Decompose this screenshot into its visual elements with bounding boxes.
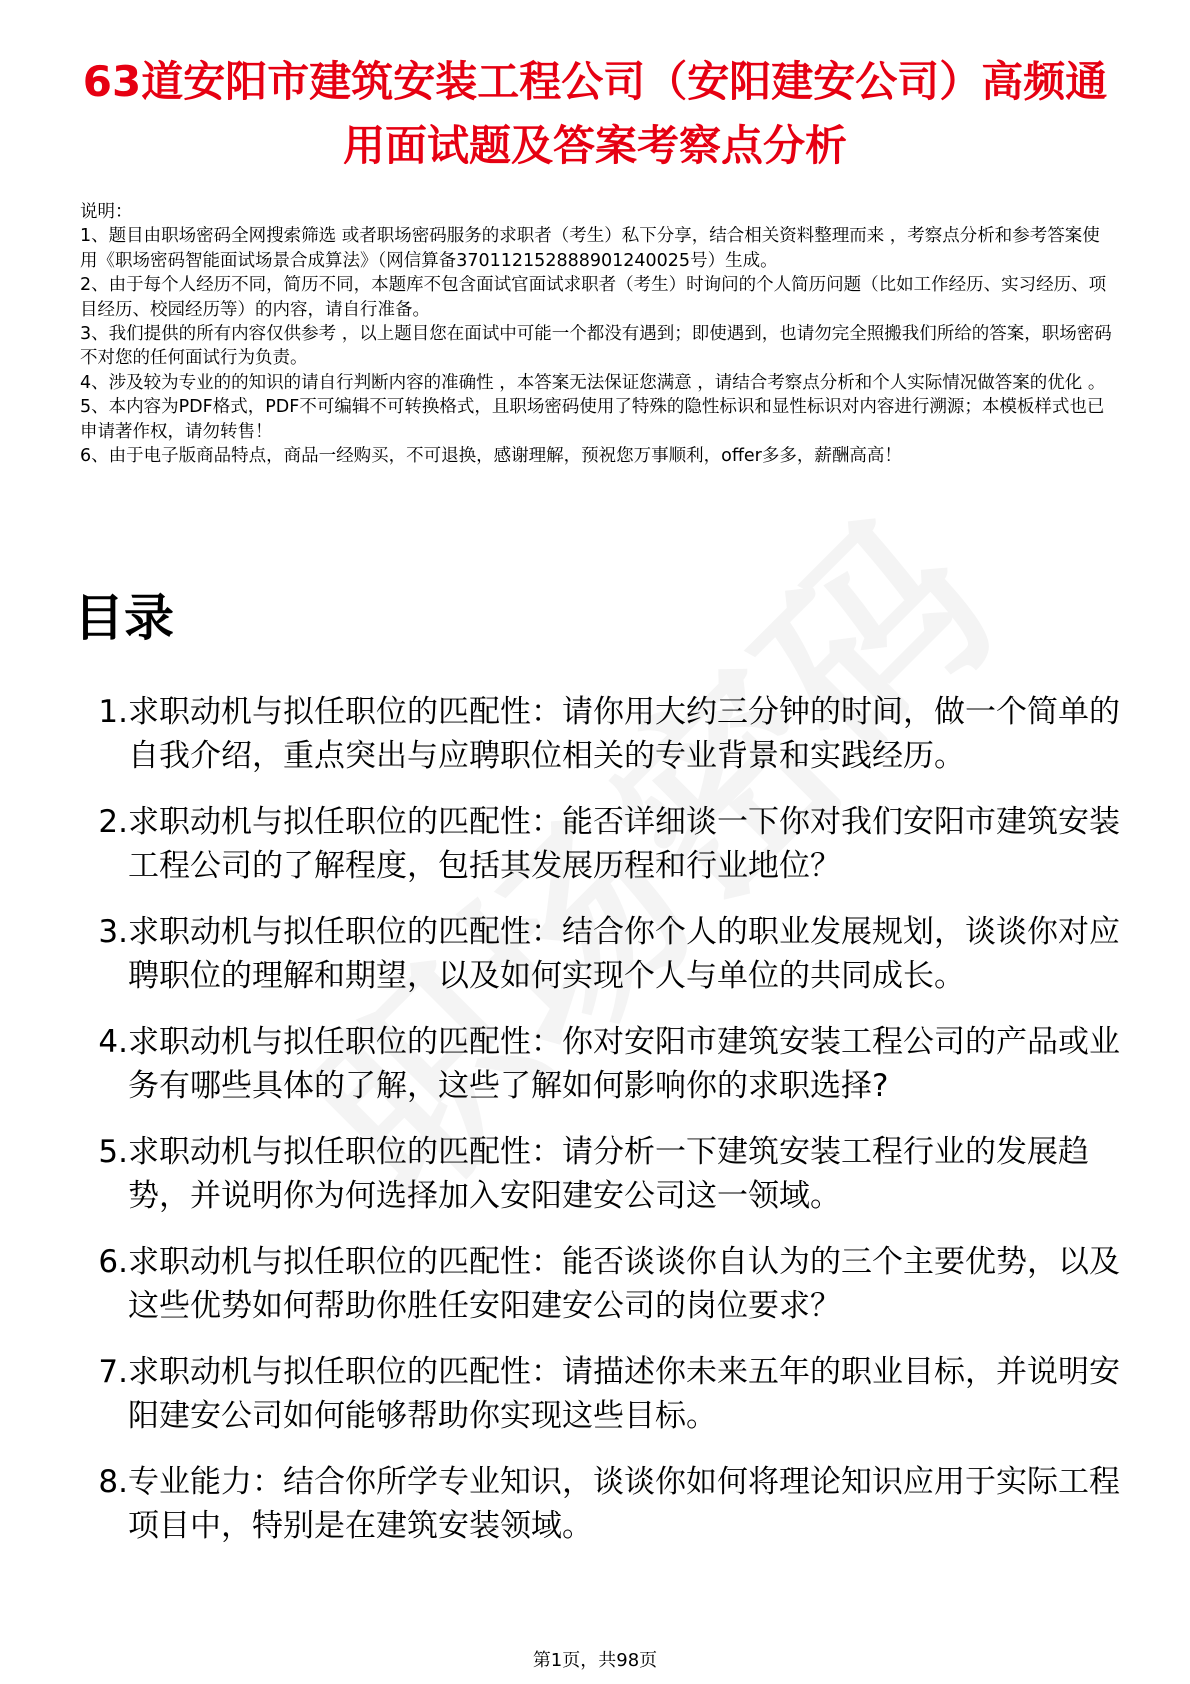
toc-item-number: 2.: [98, 804, 128, 840]
note-item: 6、由于电子版商品特点，商品一经购买，不可退换，感谢理解，预祝您万事顺利，offer多多，薪酬高高！: [80, 446, 902, 467]
toc-item[interactable]: [70, 690, 1120, 778]
toc-item[interactable]: [70, 1240, 1120, 1328]
toc-item[interactable]: [70, 1350, 1120, 1438]
toc-list: [70, 690, 1120, 1570]
toc-item-number: 4.: [98, 1024, 128, 1060]
toc-item-number: 7.: [98, 1354, 128, 1390]
toc-item-text: 求职动机与拟任职位的匹配性：结合你个人的职业发展规划，谈谈你对应聘职位的理解和期望，以及如何实现个人与单位的共同成长。: [128, 914, 1120, 994]
toc-item[interactable]: [70, 910, 1120, 998]
toc-item-number: 5.: [98, 1134, 128, 1170]
note-item: 4、涉及较为专业的的知识的请自行判断内容的准确性 ，本答案无法保证您满意 ，请结合考察点分析和个人实际情况做答案的优化 。: [80, 372, 1106, 393]
note-item: 3、我们提供的所有内容仅供参考 ，以上题目您在面试中可能一个都没有遇到；即使遇到，也请勿完全照搬我们所给的答案，职场密码不对您的任何面试行为负责。: [80, 324, 1112, 369]
notes-heading: 说明：: [80, 202, 133, 222]
toc-item-text: 求职动机与拟任职位的匹配性：请描述你未来五年的职业目标，并说明安阳建安公司如何能够帮助你实现这些目标。: [128, 1354, 1120, 1434]
page-footer: 第1页，共98页: [532, 1650, 658, 1671]
notes-section: [80, 200, 1115, 468]
note-item: 5、本内容为PDF格式，PDF不可编辑不可转换格式，且职场密码使用了特殊的隐性标识和显性标识对内容进行溯源；本模板样式也已申请著作权，请勿转售！: [80, 397, 1105, 442]
toc-item-text: 求职动机与拟任职位的匹配性：请你用大约三分钟的时间，做一个简单的自我介绍，重点突出与应聘职位相关的专业背景和实践经历。: [128, 694, 1120, 774]
toc-item-number: 1.: [98, 694, 128, 730]
toc-heading: 目录: [74, 589, 174, 647]
toc-item-text: 求职动机与拟任职位的匹配性：能否详细谈一下你对我们安阳市建筑安装工程公司的了解程度，包括其发展历程和行业地位？: [128, 804, 1120, 884]
toc-item-text: 求职动机与拟任职位的匹配性：请分析一下建筑安装工程行业的发展趋势，并说明你为何选择加入安阳建安公司这一领域。: [128, 1134, 1089, 1214]
toc-item-number: 3.: [98, 914, 128, 950]
toc-item-number: 8.: [98, 1464, 128, 1500]
toc-item[interactable]: [70, 1460, 1120, 1548]
toc-item[interactable]: [70, 1020, 1120, 1108]
toc-item-text: 专业能力：结合你所学专业知识，谈谈你如何将理论知识应用于实际工程项目中，特别是在建筑安装领域。: [128, 1464, 1120, 1544]
note-item: 1、题目由职场密码全网搜索筛选 或者职场密码服务的求职者（考生）私下分享，结合相关资料整理而来 ，考察点分析和参考答案使用《职场密码智能面试场景合成算法》（网信算备370112152888901240025号）生成。: [80, 226, 1100, 271]
toc-item-text: 求职动机与拟任职位的匹配性：你对安阳市建筑安装工程公司的产品或业务有哪些具体的了解，这些了解如何影响你的求职选择?: [128, 1024, 1120, 1104]
note-item: 2、由于每个人经历不同，简历不同，本题库不包含面试官面试求职者（考生）时询问的个人简历问题（比如工作经历、实习经历、项目经历、校园经历等）的内容，请自行准备。: [80, 275, 1107, 320]
toc-item[interactable]: [70, 1130, 1120, 1218]
toc-item-number: 6.: [98, 1244, 128, 1280]
toc-item-text: 求职动机与拟任职位的匹配性：能否谈谈你自认为的三个主要优势，以及这些优势如何帮助你胜任安阳建安公司的岗位要求？: [128, 1244, 1120, 1324]
toc-item[interactable]: [70, 800, 1120, 888]
document-title: 63道安阳市建筑安装工程公司（安阳建安公司）高频通用面试题及答案考察点分析: [82, 57, 1108, 170]
